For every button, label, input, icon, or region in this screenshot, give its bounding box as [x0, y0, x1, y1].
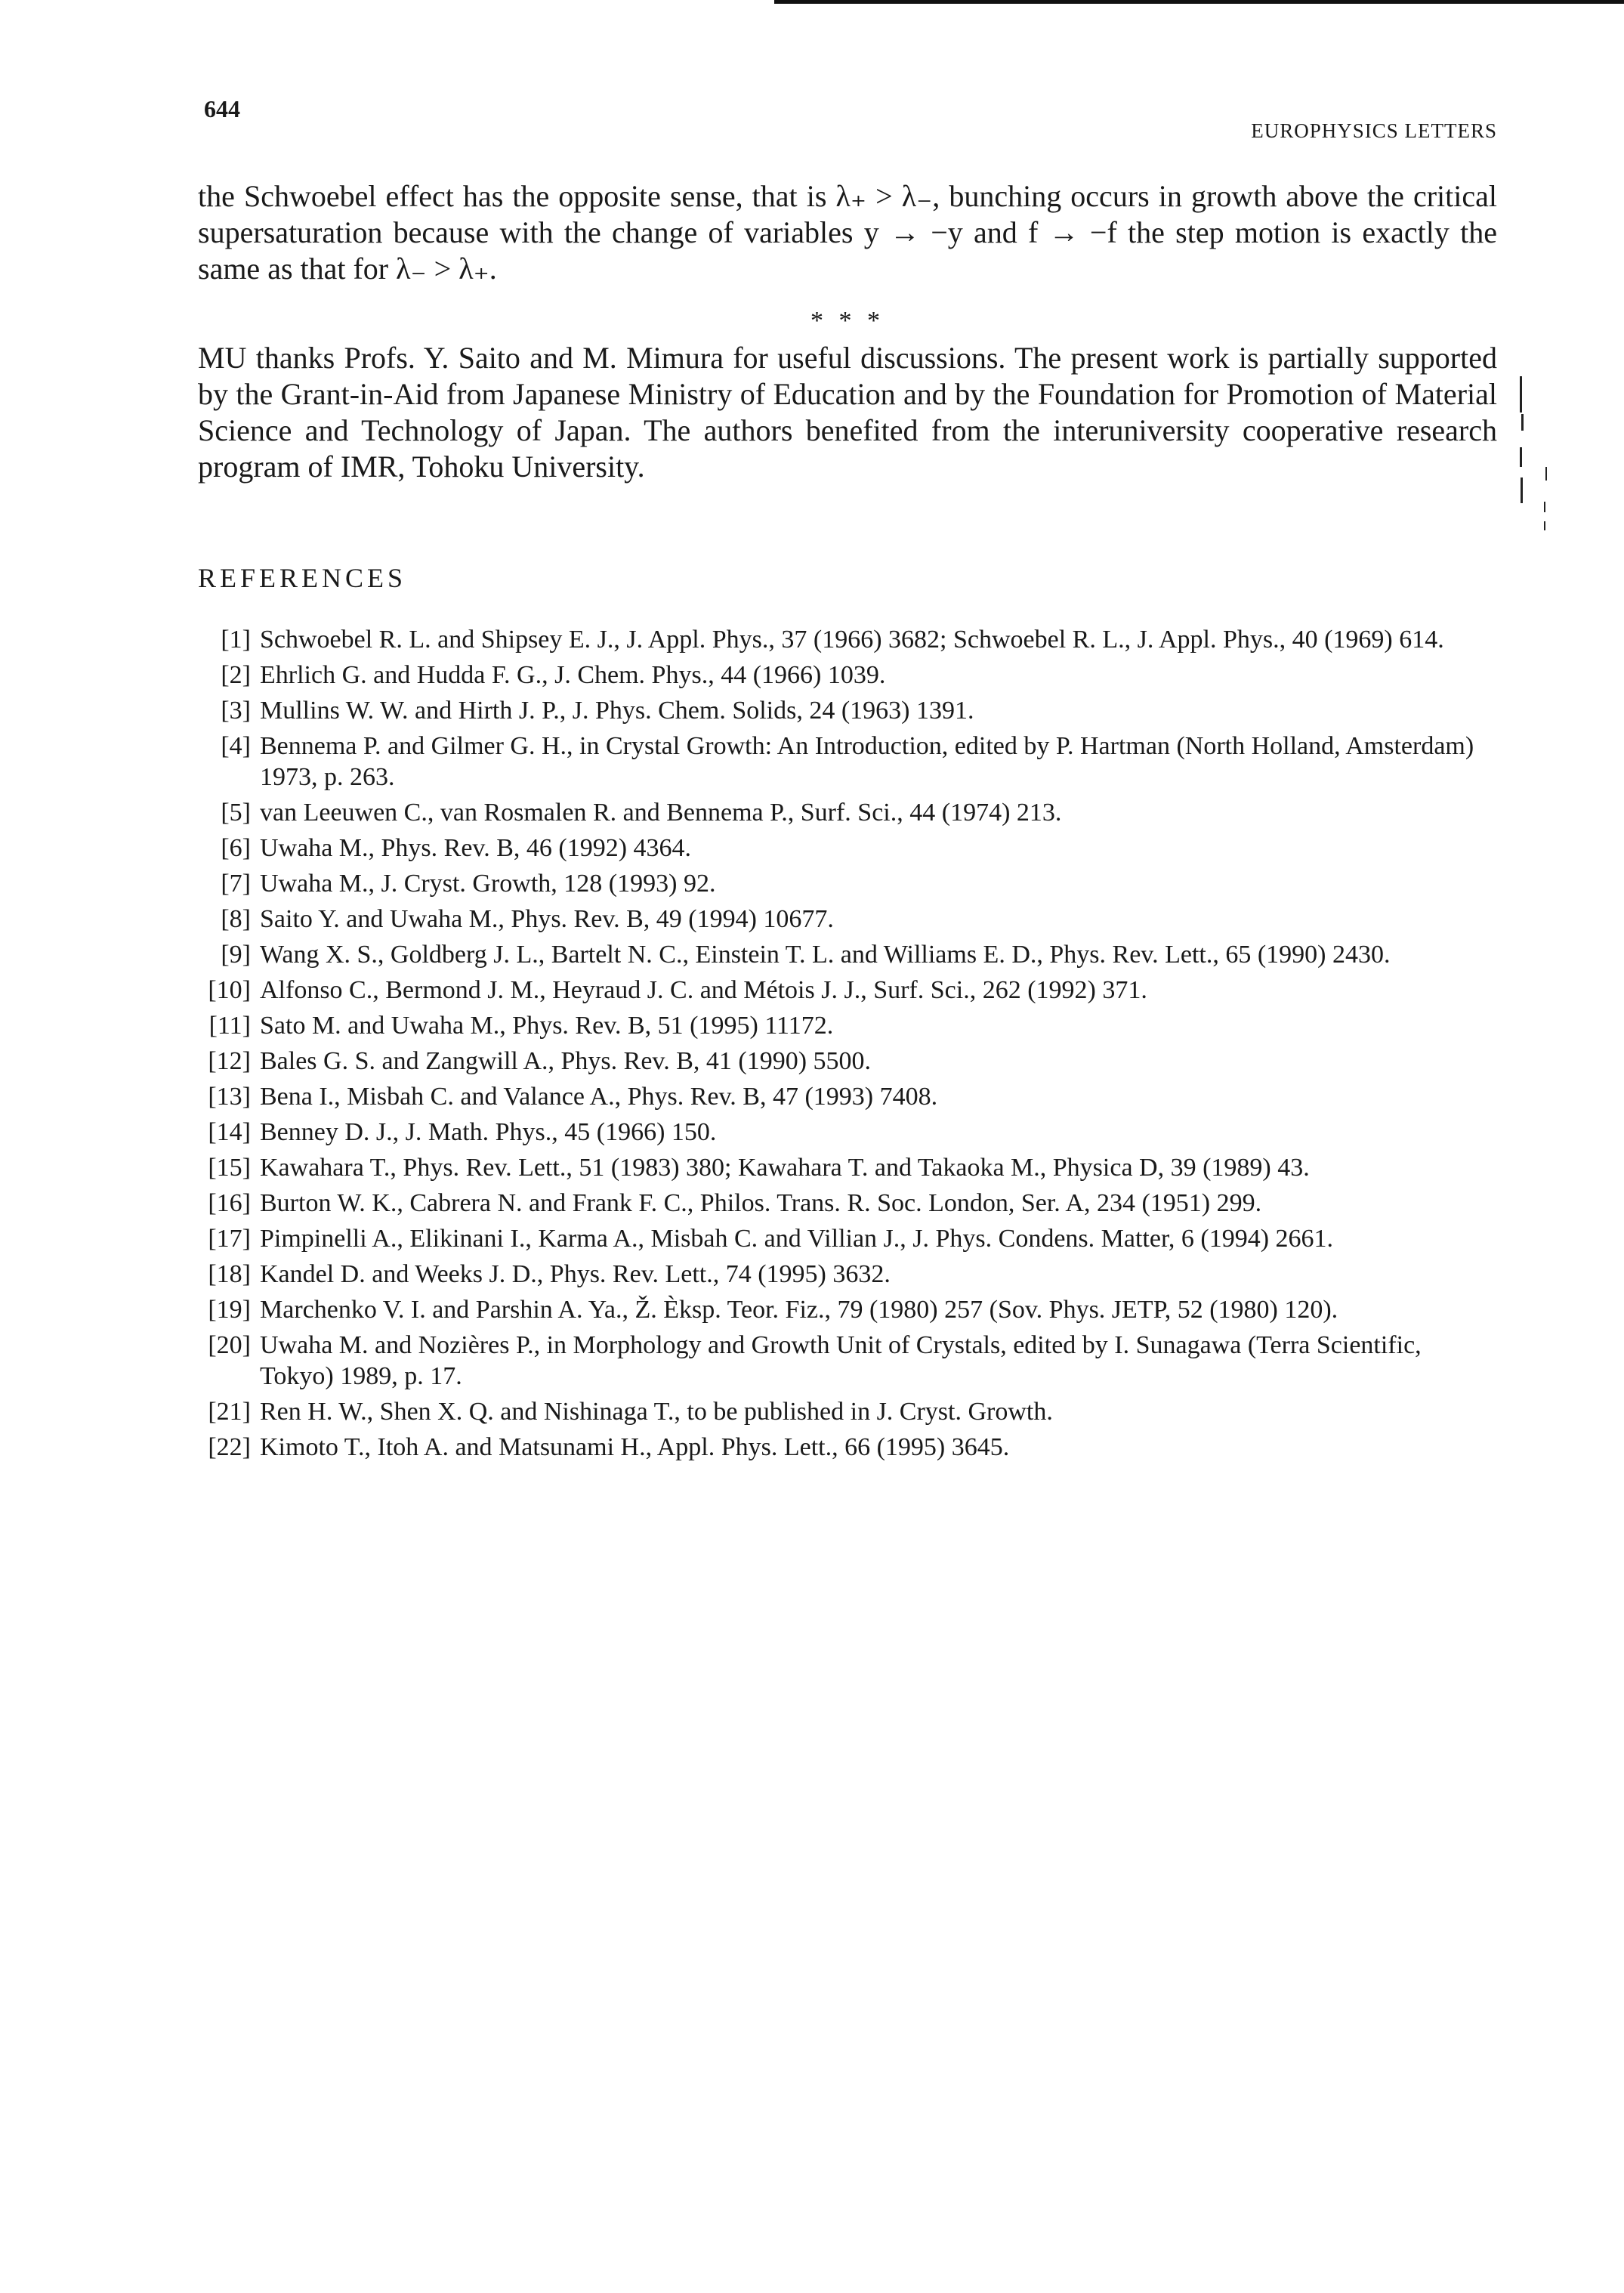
- reference-item: [198, 1010, 1497, 1041]
- reference-text: Wang X. S., Goldberg J. L., Bartelt N. C., Einstein T. L. and Williams E. D., Phys. Rev. Lett., 65 (1990) 2430.: [260, 941, 1391, 969]
- margin-change-bar: [1544, 521, 1545, 530]
- reference-item: [198, 868, 1497, 899]
- reference-item: [198, 975, 1497, 1006]
- reference-item: [198, 904, 1497, 935]
- reference-text: Uwaha M. and Nozières P., in Morphology and Growth Unit of Crystals, edited by I. Sunagawa (Terra Scientific, Tokyo) 1989, p. 17.: [260, 1331, 1422, 1390]
- reference-text: Marchenko V. I. and Parshin A. Ya., Ž. Èksp. Teor. Fiz., 79 (1980) 257 (Sov. Phys. JETP, 52 (1980) 120).: [260, 1296, 1338, 1324]
- reference-item: [198, 1081, 1497, 1112]
- reference-text: Mullins W. W. and Hirth J. P., J. Phys. Chem. Solids, 24 (1963) 1391.: [260, 697, 974, 725]
- reference-number: [9]: [221, 941, 251, 969]
- reference-text: Sato M. and Uwaha M., Phys. Rev. B, 51 (1995) 11172.: [260, 1012, 834, 1040]
- reference-item: [198, 833, 1497, 864]
- margin-change-bar: [1521, 477, 1523, 503]
- reference-number: [13]: [208, 1083, 251, 1111]
- reference-number: [17]: [208, 1225, 251, 1253]
- reference-number: [18]: [208, 1260, 251, 1288]
- margin-change-bar: [1520, 447, 1522, 467]
- reference-text: Bales G. S. and Zangwill A., Phys. Rev. B, 41 (1990) 5500.: [260, 1047, 872, 1075]
- reference-item: [198, 660, 1497, 691]
- reference-item: [198, 797, 1497, 828]
- references-heading: REFERENCES: [198, 563, 407, 593]
- page-number: 644: [204, 95, 240, 122]
- running-head: EUROPHYSICS LETTERS: [1251, 119, 1497, 142]
- reference-number: [1]: [221, 626, 251, 654]
- margin-change-bar: [1545, 467, 1547, 481]
- reference-number: [10]: [208, 976, 251, 1004]
- reference-item: [198, 1117, 1497, 1148]
- reference-item: [198, 624, 1497, 655]
- reference-item: [198, 1152, 1497, 1183]
- reference-text: Saito Y. and Uwaha M., Phys. Rev. B, 49 (1994) 10677.: [260, 905, 834, 933]
- reference-text: Ehrlich G. and Hudda F. G., J. Chem. Phys., 44 (1966) 1039.: [260, 661, 886, 689]
- reference-number: [15]: [208, 1154, 251, 1182]
- reference-item: [198, 1223, 1497, 1254]
- section-separator: * * *: [810, 307, 885, 335]
- reference-item: [198, 695, 1497, 726]
- reference-item: [198, 1188, 1497, 1219]
- reference-item: [198, 1396, 1497, 1427]
- reference-text: Kandel D. and Weeks J. D., Phys. Rev. Lett., 74 (1995) 3632.: [260, 1260, 891, 1288]
- reference-item: [198, 1330, 1497, 1392]
- top-rule: [774, 0, 1624, 4]
- reference-number: [3]: [221, 697, 251, 725]
- reference-number: [14]: [208, 1118, 251, 1146]
- page: [198, 91, 1497, 1467]
- reference-number: [12]: [208, 1047, 251, 1075]
- reference-item: [198, 1046, 1497, 1077]
- reference-item: [198, 1259, 1497, 1290]
- reference-text: Schwoebel R. L. and Shipsey E. J., J. Appl. Phys., 37 (1966) 3682; Schwoebel R. L., J. Appl. Phys., 40 (1969) 614.: [260, 626, 1444, 654]
- reference-text: Bena I., Misbah C. and Valance A., Phys. Rev. B, 47 (1993) 7408.: [260, 1083, 938, 1111]
- reference-text: Kawahara T., Phys. Rev. Lett., 51 (1983) 380; Kawahara T. and Takaoka M., Physica D, 39 (1989) 43.: [260, 1154, 1310, 1182]
- reference-number: [11]: [208, 1012, 251, 1040]
- reference-text: Pimpinelli A., Elikinani I., Karma A., Misbah C. and Villian J., J. Phys. Condens. Matter, 6 (1994) 2661.: [260, 1225, 1334, 1253]
- reference-list: [198, 624, 1497, 1463]
- reference-number: [4]: [221, 732, 251, 760]
- reference-text: Alfonso C., Bermond J. M., Heyraud J. C. and Métois J. J., Surf. Sci., 262 (1992) 371.: [260, 976, 1147, 1004]
- reference-text: Uwaha M., Phys. Rev. B, 46 (1992) 4364.: [260, 834, 692, 862]
- reference-number: [2]: [221, 661, 251, 689]
- reference-number: [21]: [208, 1398, 251, 1426]
- reference-number: [22]: [208, 1433, 251, 1461]
- page-header: [198, 91, 1497, 151]
- acknowledgement-paragraph: MU thanks Profs. Y. Saito and M. Mimura for useful discussions. The present work is partially supported by the Grant-in-Aid from Japanese Ministry of Education and by the Foundation for Promotion of Material Science and Technology of Japan. The authors benefited from the interuniversity cooperative research program of IMR, Tohoku University.: [198, 341, 1497, 484]
- reference-item: [198, 1294, 1497, 1325]
- margin-change-bar: [1521, 414, 1524, 431]
- reference-text: Kimoto T., Itoh A. and Matsunami H., Appl. Phys. Lett., 66 (1995) 3645.: [260, 1433, 1010, 1461]
- reference-number: [19]: [208, 1296, 251, 1324]
- margin-change-bar: [1544, 502, 1545, 512]
- reference-number: [5]: [221, 799, 251, 827]
- reference-item: [198, 731, 1497, 793]
- reference-text: Ren H. W., Shen X. Q. and Nishinaga T., to be published in J. Cryst. Growth.: [260, 1398, 1053, 1426]
- reference-number: [16]: [208, 1189, 251, 1217]
- reference-number: [7]: [221, 870, 251, 898]
- reference-item: [198, 1432, 1497, 1463]
- reference-text: van Leeuwen C., van Rosmalen R. and Bennema P., Surf. Sci., 44 (1974) 213.: [260, 799, 1062, 827]
- reference-number: [8]: [221, 905, 251, 933]
- reference-text: Bennema P. and Gilmer G. H., in Crystal Growth: An Introduction, edited by P. Hartman (North Holland, Amsterdam) 1973, p. 263.: [260, 732, 1474, 791]
- reference-text: Burton W. K., Cabrera N. and Frank F. C., Philos. Trans. R. Soc. London, Ser. A, 234 (1951) 299.: [260, 1189, 1262, 1217]
- reference-text: Benney D. J., J. Math. Phys., 45 (1966) 150.: [260, 1118, 717, 1146]
- reference-text: Uwaha M., J. Cryst. Growth, 128 (1993) 92.: [260, 870, 716, 898]
- margin-change-bar: [1520, 376, 1522, 413]
- reference-number: [6]: [221, 834, 251, 862]
- reference-item: [198, 939, 1497, 970]
- reference-number: [20]: [208, 1331, 251, 1359]
- intro-paragraph: the Schwoebel effect has the opposite sense, that is λ₊ > λ₋, bunching occurs in growth above the critical supersaturation because with the change of variables y → −y and f → −f the step motion is exactly the same as that for λ₋ > λ₊.: [198, 179, 1497, 286]
